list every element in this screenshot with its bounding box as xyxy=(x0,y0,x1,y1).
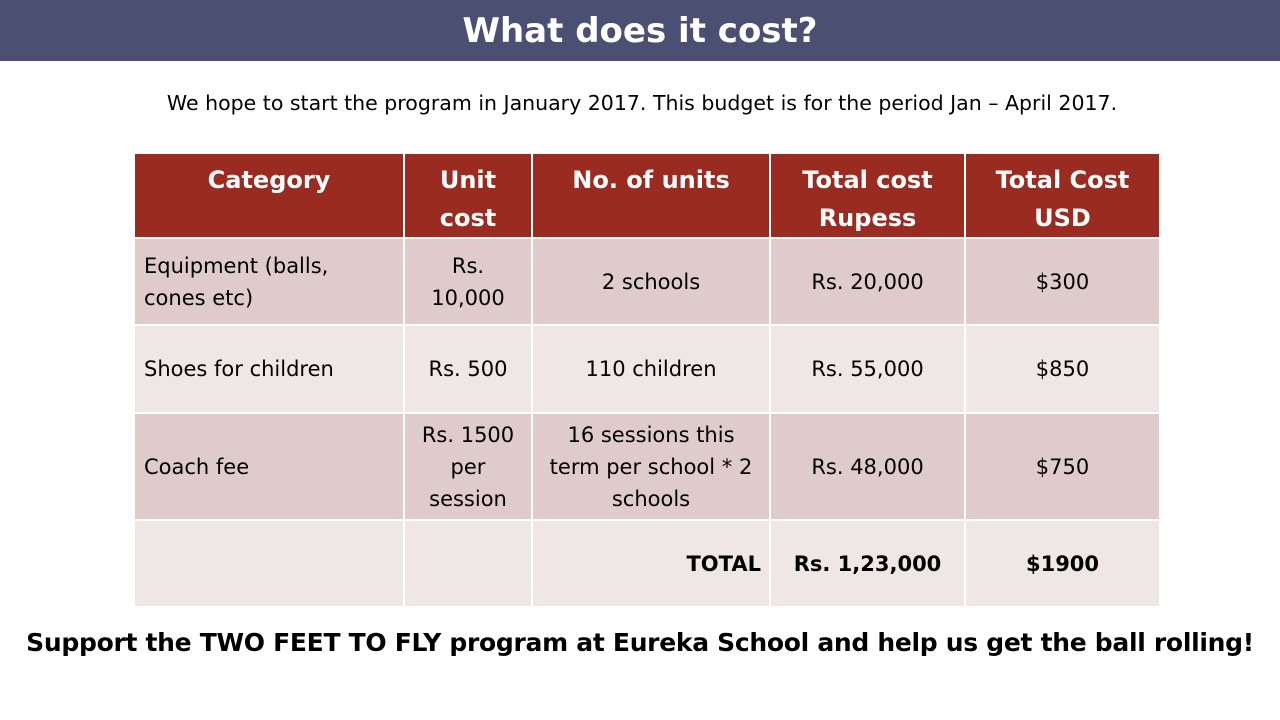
total-row xyxy=(134,520,1160,607)
intro-text: We hope to start the program in January 2017. This budget is for the period Jan – April 2017. xyxy=(166,91,1118,115)
header-category: Category xyxy=(134,153,404,238)
table-row xyxy=(134,238,1160,325)
budget-table xyxy=(133,152,1161,608)
total-label: TOTAL xyxy=(532,520,770,607)
table-header-row xyxy=(134,153,1160,238)
header-total-cost-usd: Total Cost USD xyxy=(965,153,1160,238)
table-row xyxy=(134,325,1160,413)
title-bar xyxy=(0,0,1280,61)
cell-total-rupees: Rs. 20,000 xyxy=(770,238,965,325)
cell-total-usd: $850 xyxy=(965,325,1160,413)
cell-total-rupees: Rs. 48,000 xyxy=(770,413,965,520)
cell-no-of-units: 16 sessions this term per school * 2 schools xyxy=(532,413,770,520)
table-row xyxy=(134,413,1160,520)
cell-no-of-units: 110 children xyxy=(532,325,770,413)
footer-callout: Support the TWO FEET TO FLY program at Eureka School and help us get the ball rolling! xyxy=(26,628,1254,657)
cell-total-usd: $750 xyxy=(965,413,1160,520)
cell-unit-cost: Rs. 1500 per session xyxy=(404,413,532,520)
cell-category: Coach fee xyxy=(134,413,404,520)
header-unit-cost: Unit cost xyxy=(404,153,532,238)
cell-total-usd: $300 xyxy=(965,238,1160,325)
cell-category: Shoes for children xyxy=(134,325,404,413)
total-rupees: Rs. 1,23,000 xyxy=(770,520,965,607)
cell-unit-cost: Rs. 500 xyxy=(404,325,532,413)
cell-unit-cost: Rs. 10,000 xyxy=(404,238,532,325)
cell-empty xyxy=(404,520,532,607)
total-usd: $1900 xyxy=(965,520,1160,607)
cell-category: Equipment (balls, cones etc) xyxy=(134,238,404,325)
cell-total-rupees: Rs. 55,000 xyxy=(770,325,965,413)
cell-empty xyxy=(134,520,404,607)
header-total-cost-rupees: Total cost Rupess xyxy=(770,153,965,238)
header-no-of-units: No. of units xyxy=(532,153,770,238)
slide-title: What does it cost? xyxy=(462,10,818,51)
cell-no-of-units: 2 schools xyxy=(532,238,770,325)
